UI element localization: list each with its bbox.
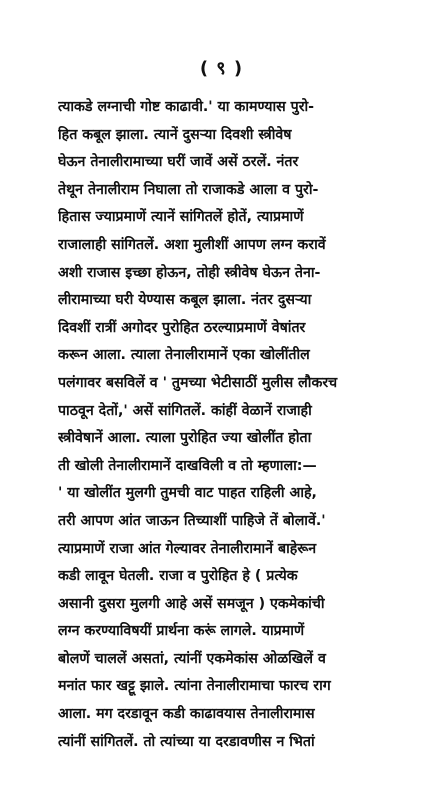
text-line: तरी आपण आंत जाऊन तिच्याशीं पाहिजे तें बोलावें.' (58, 512, 326, 529)
text-line: त्याकडे लग्नाची गोष्ट काढावी.' या कामण्यास पुरो- (58, 99, 315, 115)
text-line: ती खोली तेनालीरामानें दाखविली व तो म्हणाला:— (58, 457, 317, 474)
text-line: त्याप्रमाणें राजा आंत गेल्यावर तेनालीरामानें बाहेरून (58, 540, 317, 557)
text-line: स्त्रीवेषानें आला. त्याला पुरोहित ज्या खोलींत होता (58, 430, 312, 447)
text-line: लीरामाच्या घरी येण्यास कबूल झाला. नंतर दुसऱ्या (58, 292, 312, 309)
text-line: करून आला. त्याला तेनालीरामानें एका खोलींतील (58, 347, 310, 364)
text-line: कडी लावून घेतली. राजा व पुरोहित हे ( प्रत्येक (58, 568, 298, 585)
text-line: लग्न करण्याविषयीं प्रार्थना करूं लागले. याप्रमाणें (58, 623, 305, 640)
text-line: दिवशीं रात्रीं अगोदर पुरोहित ठरल्याप्रमाणें वेषांतर (58, 319, 306, 336)
text-line: घेऊन तेनालीरामाच्या घरीं जावें असें ठरलें. नंतर (58, 154, 299, 171)
text-line: तेथून तेनालीराम निघाला तो राजाकडे आला व पुरो- (58, 181, 319, 198)
text-line: अशी राजास इच्छा होऊन, तोही स्त्रीवेष घेऊन तेना- (58, 264, 321, 281)
text-line: पलंगावर बसविलें व ' तुमच्या भेटीसाठीं मुलीस लौकरच (58, 374, 338, 391)
text-line: ' या खोलींत मुलगी तुमची वाट पाहत राहिली आहे, (58, 485, 317, 502)
text-line: आला. मग दरडावून कडी काढावयास तेनालीरामास (58, 706, 315, 723)
body-text (58, 94, 410, 756)
text-line: मनांत फार खट्टू झाले. त्यांना तेनालीरामाचा फारच राग (58, 678, 331, 695)
text-line: हित कबूल झाला. त्यानें दुसऱ्या दिवशी स्त्रीवेष (58, 126, 292, 143)
text-line: असानी दुसरा मुलगी आहे असें समजून ) एकमेकांची (58, 595, 325, 612)
text-line: राजालाही सांगितलें. अशा मुलीशीं आपण लग्न करावें (58, 236, 326, 253)
text-line: बोलणें चाललें असतां, त्यांनीं एकमेकांस ओळखिलें व (58, 650, 326, 667)
text-line: पाठवून देतों,' असें सांगितलें. कांहीं वेळानें राजाही (58, 402, 312, 419)
text-line: त्यांनीं सांगितलें. तो त्यांच्या या दरडावणीस न भितां (58, 733, 315, 750)
text-line: हितास ज्याप्रमाणें त्यानें सांगितलें होतें, त्याप्रमाणें (58, 209, 304, 226)
page-number: ( ९ ) (199, 58, 244, 79)
